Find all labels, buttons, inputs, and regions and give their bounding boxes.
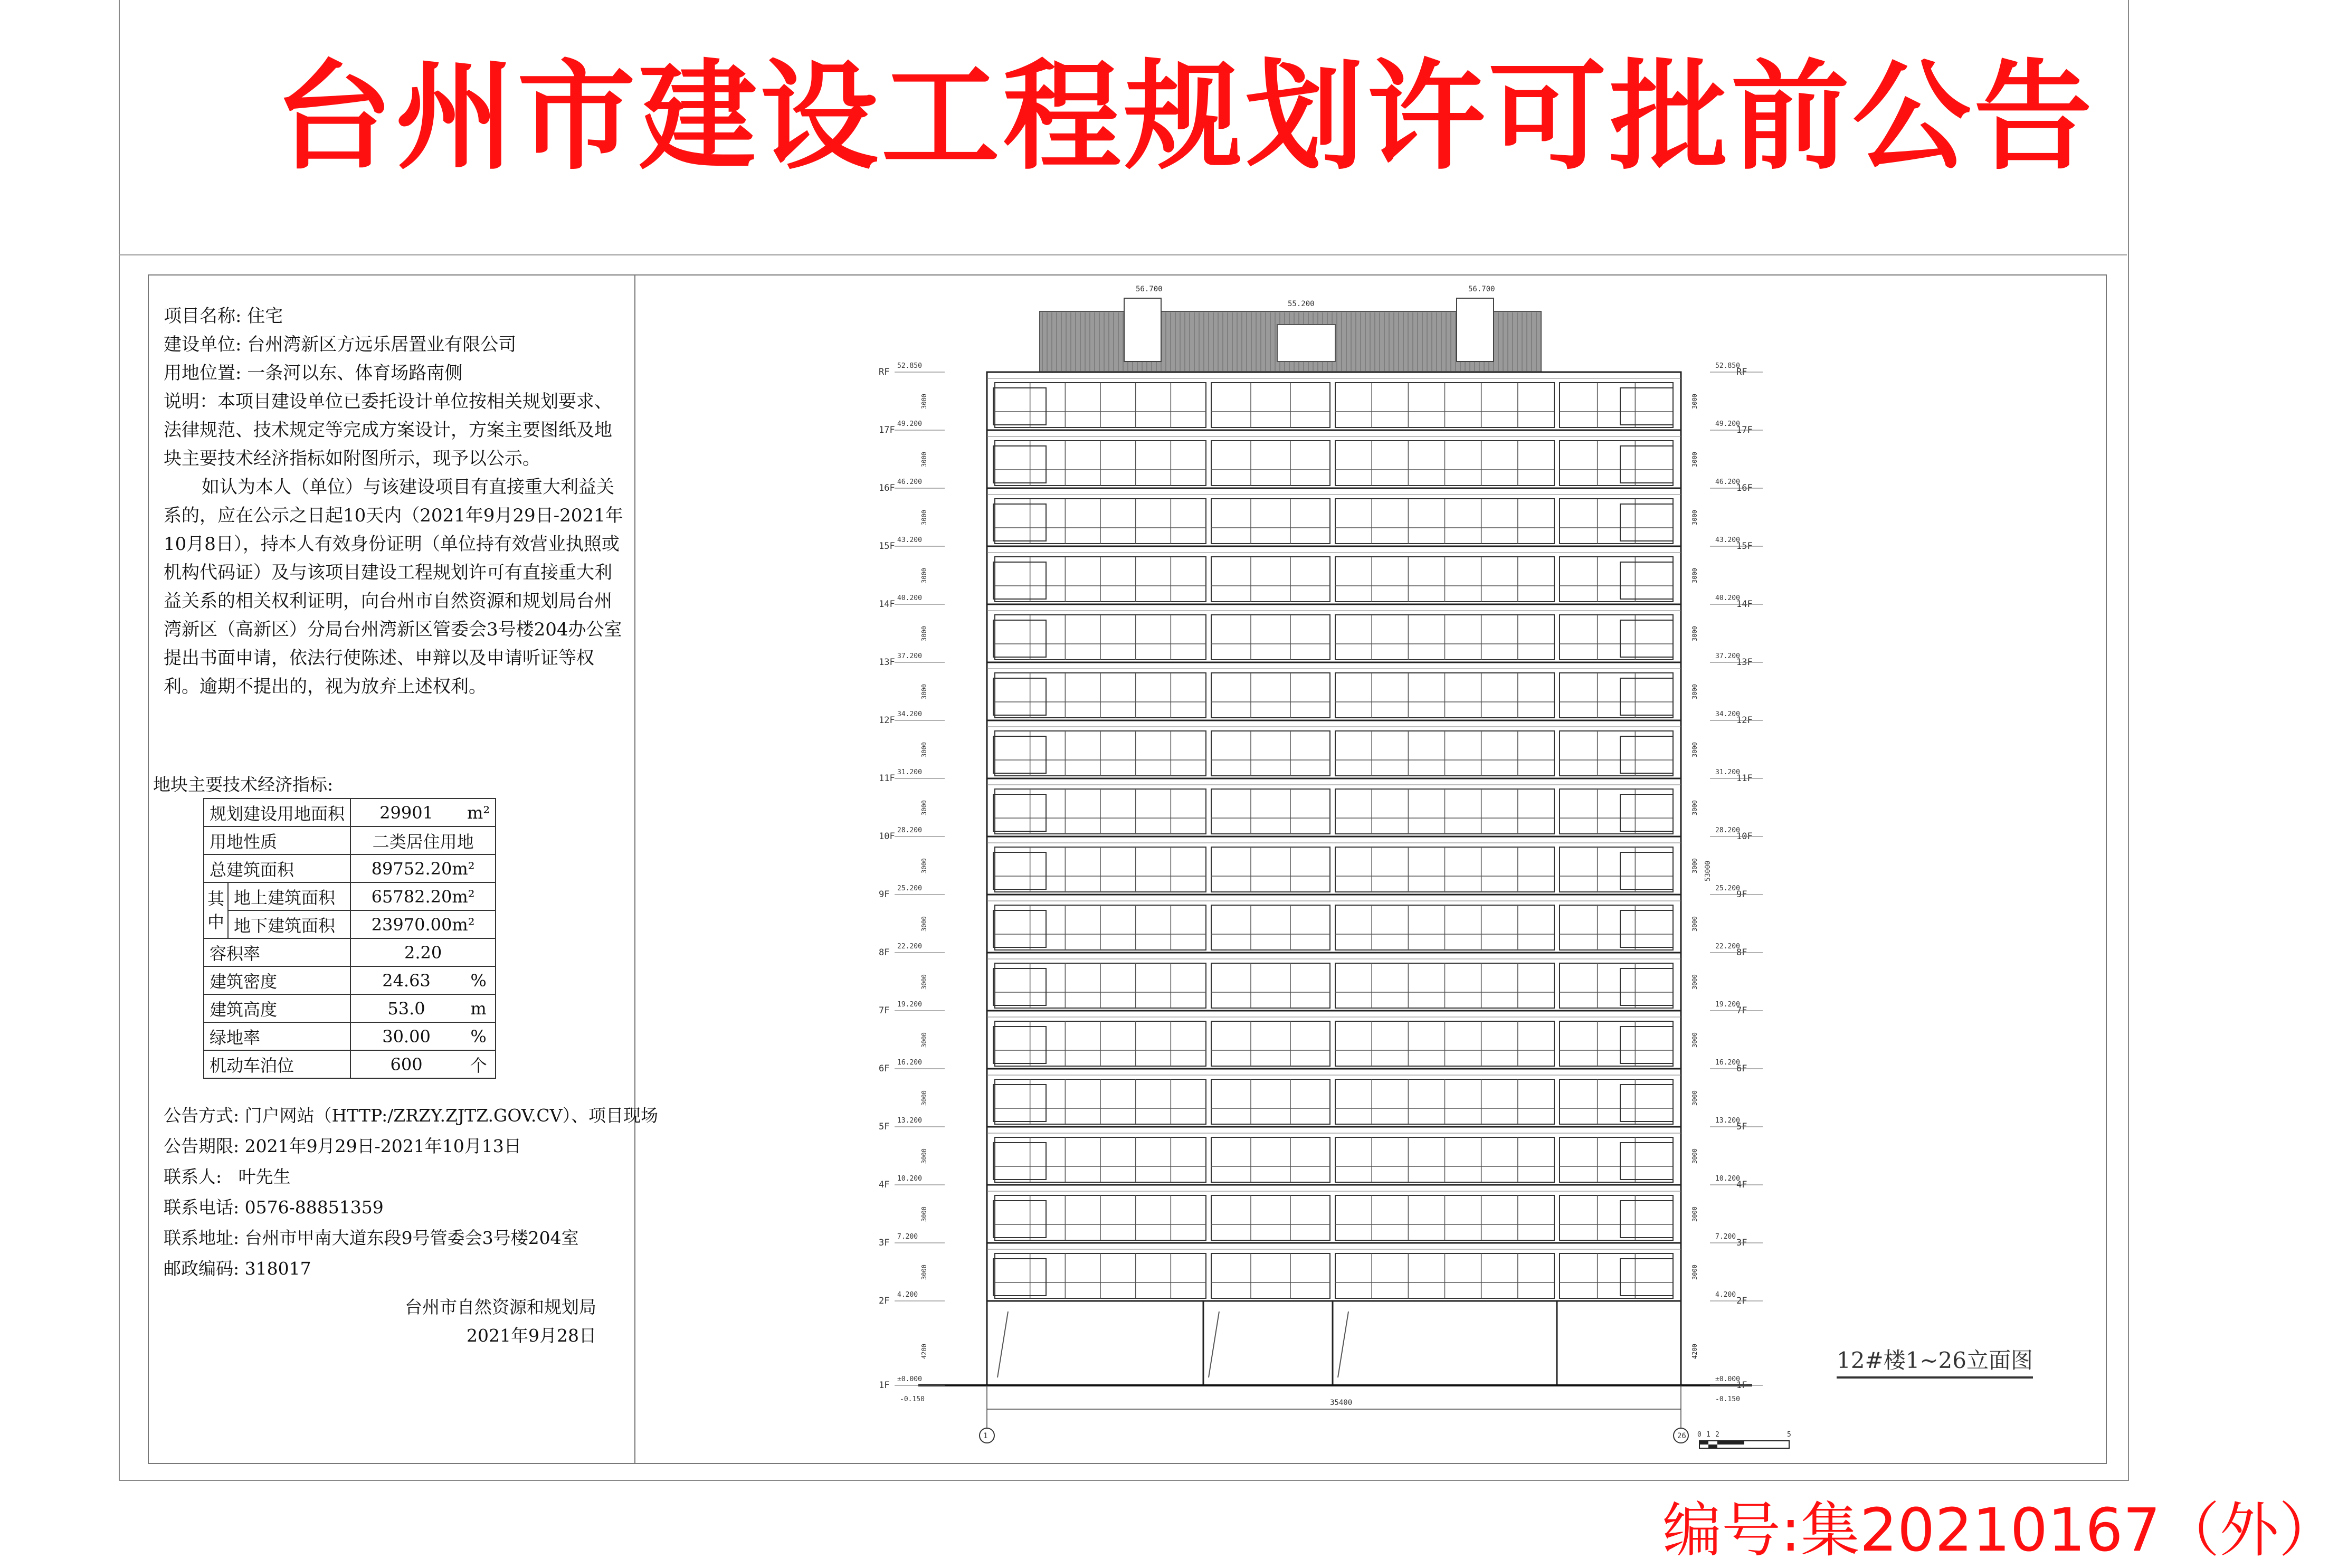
- floor-height-dim: 3000: [1691, 800, 1698, 815]
- floor-height-dim: 3000: [920, 684, 928, 699]
- table-row: [204, 994, 496, 1022]
- elevation-left: 19.200: [897, 1001, 922, 1009]
- window-bay: [1560, 441, 1673, 486]
- floor-height-dim: 3000: [1691, 916, 1698, 932]
- floor-height-dim: 3000: [920, 1148, 928, 1164]
- window-bay: [1560, 1021, 1673, 1066]
- floor-label-left: 8F: [879, 947, 890, 958]
- postcode-label: 邮政编码:: [164, 1258, 240, 1279]
- contact-name: 叶先生: [238, 1166, 291, 1187]
- ground-ramp: [1338, 1312, 1348, 1377]
- tech-indicators-table: [203, 798, 496, 1079]
- table-cell-value: 29901: [350, 799, 462, 826]
- table-row: [204, 910, 496, 938]
- elevation-left: 10.200: [897, 1175, 922, 1183]
- project-unit: 台州湾新区方远乐居置业有限公司: [247, 334, 517, 355]
- elevation-right: 46.200: [1715, 478, 1740, 486]
- side-panel-left: [993, 446, 1046, 483]
- floor-label-right: 5F: [1736, 1122, 1747, 1132]
- floor-height-dim: 3000: [920, 1206, 928, 1222]
- table-row: [204, 938, 496, 966]
- elevation-left: 25.200: [897, 885, 922, 892]
- project-name-label: 项目名称:: [164, 306, 242, 327]
- signature-date: 2021年9月28日: [467, 1325, 596, 1346]
- floor-height-dim: 3000: [920, 1032, 928, 1048]
- project-unit-row: [164, 330, 628, 359]
- side-panel-left: [993, 1259, 1046, 1296]
- address-label: 联系地址:: [164, 1228, 240, 1248]
- project-description: [164, 302, 628, 701]
- floor-height-dim: 3000: [920, 568, 928, 583]
- building-facade: [918, 372, 1752, 1385]
- table-cell-value: 600: [350, 1050, 462, 1078]
- elevation-right: 25.200: [1715, 885, 1740, 892]
- postcode-row: [164, 1253, 658, 1284]
- side-panel-right: [1620, 852, 1673, 889]
- floor-height-dim: 3000: [920, 858, 928, 873]
- floor-height-dim: 3000: [1691, 1032, 1698, 1048]
- floor-height-dim: 3000: [1691, 1148, 1698, 1164]
- table-cell-label: 建筑密度: [204, 966, 350, 994]
- side-panel-left: [993, 1201, 1046, 1238]
- contact-row: [164, 1162, 658, 1192]
- project-name-row: [164, 302, 628, 330]
- elevation-left: 28.200: [897, 826, 922, 834]
- elevation-left: 52.850: [897, 362, 922, 370]
- window-bay: [1211, 847, 1330, 892]
- elevation-right: 40.200: [1715, 594, 1740, 602]
- floor-height-dim: 3000: [1691, 858, 1698, 873]
- elevation-right: 43.200: [1715, 536, 1740, 544]
- side-panel-right: [1620, 446, 1673, 483]
- side-panel-left: [993, 910, 1046, 947]
- table-cell-value: 23970.00m²: [350, 910, 496, 938]
- elevation-right: 52.850: [1715, 362, 1740, 370]
- pub-period-row: [164, 1131, 658, 1162]
- floor-height-dim: 3000: [920, 1265, 928, 1280]
- window-bay: [1211, 557, 1330, 602]
- top-elevation-right: 56.700: [1468, 285, 1495, 293]
- floor-label-left: 16F: [879, 483, 895, 493]
- side-panel-right: [1620, 1143, 1673, 1180]
- table-cell-value: 24.63: [350, 966, 462, 994]
- window-bay: [1560, 905, 1673, 950]
- table-cell-label: 总建筑面积: [204, 854, 350, 882]
- side-panel-right: [1620, 620, 1673, 657]
- floor-label-right: 14F: [1736, 599, 1753, 610]
- side-panel-right: [1620, 562, 1673, 599]
- floor-label-right: 9F: [1736, 889, 1747, 900]
- elevation-right: 16.200: [1715, 1059, 1740, 1067]
- address: 台州市甲南大道东段9号管委会3号楼204室: [244, 1228, 579, 1248]
- side-panel-right: [1620, 968, 1673, 1005]
- axis-label: 26: [1677, 1432, 1686, 1440]
- floor-height-dim: 3000: [1691, 974, 1698, 990]
- window-bay: [1560, 557, 1673, 602]
- side-panel-right: [1620, 1085, 1673, 1122]
- floor-label-left: 15F: [879, 541, 895, 552]
- axis-label: 1: [983, 1432, 988, 1440]
- floor-height-dim: 3000: [1691, 452, 1698, 467]
- window-bay: [1211, 1079, 1330, 1124]
- table-row: [204, 882, 496, 910]
- signature-org: 台州市自然资源和规划局: [405, 1297, 596, 1317]
- side-panel-left: [993, 1085, 1046, 1122]
- sub-label-1: 其: [207, 889, 225, 909]
- floor-label-left: 13F: [879, 657, 895, 668]
- project-location-label: 用地位置:: [164, 363, 242, 384]
- floor-height-dim: 3000: [1691, 742, 1698, 757]
- elevation-right: 34.200: [1715, 710, 1740, 718]
- floor-label-right: 11F: [1736, 773, 1753, 784]
- elevation-left: 37.200: [897, 652, 922, 660]
- width-dim: 35400: [1330, 1399, 1353, 1407]
- serial-number: 编号:集20210167（外）: [1662, 1496, 2338, 1565]
- pub-method: 门户网站（HTTP:/ZRZY.ZJTZ.GOV.CV）、项目现场: [244, 1105, 659, 1126]
- side-panel-left: [993, 1027, 1046, 1063]
- table-cell-value: 89752.20m²: [350, 854, 496, 882]
- elevation-left: 34.200: [897, 710, 922, 718]
- window-bay: [1560, 615, 1673, 660]
- floor-label-left: 17F: [879, 425, 895, 435]
- floor-height-dim: 3000: [920, 916, 928, 932]
- pub-period-label: 公告期限:: [164, 1136, 240, 1156]
- floor-labels: [879, 362, 1763, 1443]
- floor-label-left: 5F: [879, 1122, 890, 1132]
- drawing-caption-wrap: [1837, 1343, 2033, 1375]
- floor-height-dim: 3000: [1691, 394, 1698, 409]
- table-cell-unit: %: [462, 966, 496, 994]
- table-cell-unit: %: [462, 1022, 496, 1050]
- table-row: [204, 799, 496, 826]
- window-bay: [1560, 1079, 1673, 1124]
- phone-row: [164, 1192, 658, 1223]
- project-location-row: [164, 359, 628, 387]
- side-panel-left: [993, 852, 1046, 889]
- scale-label: 2: [1715, 1431, 1719, 1439]
- table-row: [204, 1050, 496, 1078]
- scale-block: [1708, 1445, 1717, 1448]
- elevation-left: 13.200: [897, 1117, 922, 1125]
- floor-label-right: 4F: [1736, 1180, 1747, 1190]
- floor-label-right: 8F: [1736, 947, 1747, 958]
- side-panel-left: [993, 736, 1046, 773]
- pub-method-row: [164, 1100, 658, 1131]
- window-bay: [1211, 383, 1330, 427]
- postcode: 318017: [244, 1258, 311, 1279]
- floor-label-left: RF: [879, 367, 890, 377]
- phone-number: 0576-88851359: [244, 1197, 384, 1218]
- table-cell-label: 机动车泊位: [204, 1050, 350, 1078]
- floor-label-left: 1F: [879, 1380, 890, 1391]
- floor-height-dim: 3000: [920, 974, 928, 990]
- floor-label-right: 16F: [1736, 483, 1753, 493]
- pub-method-label: 公告方式:: [164, 1105, 240, 1126]
- table-cell-label: 容积率: [204, 938, 350, 966]
- floor-label-right: 7F: [1736, 1005, 1747, 1016]
- floor-label-right: 15F: [1736, 541, 1753, 552]
- facade-outline: [987, 372, 1681, 1385]
- window-bay: [1211, 1137, 1330, 1182]
- title-divider: [119, 254, 2127, 255]
- elevation-left: 16.200: [897, 1059, 922, 1067]
- elevation-right: 28.200: [1715, 826, 1740, 834]
- window-bay: [1211, 1253, 1330, 1298]
- tech-indicators-title: 地块主要技术经济指标:: [153, 774, 334, 795]
- elevation-left: 46.200: [897, 478, 922, 486]
- elevation-left: 31.200: [897, 768, 922, 776]
- floor-height-dim: 3000: [1691, 568, 1698, 583]
- window-bay: [1211, 673, 1330, 718]
- floor-label-right: 17F: [1736, 425, 1753, 435]
- contact-label: 联系人:: [164, 1166, 222, 1187]
- floor-height-dim: 3000: [1691, 510, 1698, 525]
- signature-block: [401, 1293, 596, 1350]
- side-panel-right: [1620, 1259, 1673, 1296]
- elevation-right: 37.200: [1715, 652, 1740, 660]
- window-bay: [1211, 615, 1330, 660]
- floor-height-dim: 3000: [920, 742, 928, 757]
- window-bay: [1560, 847, 1673, 892]
- window-bay: [1211, 789, 1330, 834]
- side-panel-right: [1620, 794, 1673, 831]
- window-bay: [1560, 789, 1673, 834]
- elevation-right: ±0.000: [1715, 1375, 1740, 1383]
- window-bay: [1211, 963, 1330, 1008]
- project-location: 一条河以东、体育场路南侧: [247, 363, 463, 384]
- floor-label-right: 6F: [1736, 1063, 1747, 1074]
- window-bay: [1211, 499, 1330, 544]
- side-panel-left: [993, 1143, 1046, 1180]
- elevation-right: 13.200: [1715, 1117, 1740, 1125]
- window-bay: [1560, 1137, 1673, 1182]
- side-panel-right: [1620, 910, 1673, 947]
- elevation-left: 4.200: [897, 1291, 918, 1299]
- elevation-drawing: [866, 274, 1794, 1462]
- elevation-left: 43.200: [897, 536, 922, 544]
- floor-label-left: 2F: [879, 1296, 890, 1306]
- elevation-right: 49.200: [1715, 420, 1740, 428]
- floor-height-dim: 3000: [1691, 1265, 1698, 1280]
- floor-label-right: 2F: [1736, 1296, 1747, 1306]
- description-paragraph-2: 如认为本人（单位）与该建设项目有直接重大利益关系的，应在公示之日起10天内（2021年9月29日-2021年10月8日），持本人有效身份证明（单位持有效营业执照或机构代码证）及与该项目建设工程规划许可有直接重大利益关系的相关权利证明，向台州市自然资源和规划局台州湾新区（高新区）分局台州湾新区管委会3号楼204办公室提出书面申请，依法行使陈述、申辩以及申请听证等权利。逾期不提出的，视为放弃上述权利。: [164, 477, 623, 697]
- floor-label-right: 1F: [1736, 1380, 1747, 1391]
- description-paragraph-1: 说明：本项目建设单位已委托设计单位按相关规划要求、法律规范、技术规定等完成方案设计，方案主要图纸及地块主要技术经济指标如附图所示，现予以公示。: [164, 391, 612, 469]
- total-height-dim: 53000: [1704, 860, 1712, 881]
- roof-section: [987, 285, 1681, 372]
- elevation-left: 40.200: [897, 594, 922, 602]
- side-panel-left: [993, 562, 1046, 599]
- scale-label: 1: [1706, 1431, 1710, 1439]
- side-panel-right: [1620, 1201, 1673, 1238]
- table-cell-label: 建筑高度: [204, 994, 350, 1022]
- side-panel-right: [1620, 1027, 1673, 1063]
- window-bay: [1211, 1195, 1330, 1240]
- ground-ramp: [997, 1312, 1008, 1377]
- table-cell-label: 地下建筑面积: [228, 910, 350, 938]
- below-ground-right: -0.150: [1715, 1395, 1740, 1403]
- floor-height-dim: 3000: [920, 800, 928, 815]
- scale-block: [1717, 1441, 1744, 1445]
- floor-label-left: 9F: [879, 889, 890, 900]
- scale-bar: [1697, 1431, 1791, 1448]
- floor-label-left: 3F: [879, 1238, 890, 1248]
- floor-height-dim: 3000: [920, 1090, 928, 1106]
- table-cell-unit: m²: [462, 799, 496, 826]
- ground-floor-height: 4200: [920, 1344, 928, 1359]
- address-row: [164, 1223, 658, 1253]
- table-cell-label: 地上建筑面积: [228, 882, 350, 910]
- table-cell-label: 绿地率: [204, 1022, 350, 1050]
- ground-floor-height: 4200: [1691, 1344, 1698, 1359]
- window-bay: [1560, 499, 1673, 544]
- window-bay: [1560, 963, 1673, 1008]
- scale-label: 0: [1697, 1431, 1702, 1439]
- table-cell-value: 2.20: [350, 938, 496, 966]
- window-bay: [1560, 673, 1673, 718]
- floor-label-right: 13F: [1736, 657, 1753, 668]
- scale-label: 5: [1787, 1431, 1791, 1439]
- table-cell-value: 65782.20m²: [350, 882, 496, 910]
- page-title: 台州市建设工程规划许可批前公告: [274, 48, 2095, 186]
- elevation-left: 49.200: [897, 420, 922, 428]
- window-bay: [1560, 1195, 1673, 1240]
- side-panel-right: [1620, 736, 1673, 773]
- floor-label-left: 12F: [879, 715, 895, 726]
- floor-height-dim: 3000: [1691, 626, 1698, 641]
- elevation-left: 7.200: [897, 1233, 918, 1241]
- side-panel-right: [1620, 504, 1673, 541]
- floor-height-dim: 3000: [920, 510, 928, 525]
- drawing-caption: 12#楼1~26立面图: [1837, 1347, 2033, 1379]
- floor-height-dim: 3000: [1691, 1206, 1698, 1222]
- roof-window: [1277, 325, 1335, 362]
- table-cell-unit: m: [462, 994, 496, 1022]
- window-bay: [1211, 1021, 1330, 1066]
- window-bay: [1211, 441, 1330, 486]
- floor-height-dim: 3000: [920, 626, 928, 641]
- floor-height-dim: 3000: [1691, 684, 1698, 699]
- floor-label-left: 7F: [879, 1005, 890, 1016]
- table-cell-label: 用地性质: [204, 826, 350, 854]
- elevation-right: 19.200: [1715, 1001, 1740, 1009]
- table-cell-value: 30.00: [350, 1022, 462, 1050]
- window-bay: [1560, 1253, 1673, 1298]
- side-panel-left: [993, 504, 1046, 541]
- side-panel-left: [993, 794, 1046, 831]
- stair-tower-left: [1124, 298, 1161, 362]
- table-cell-label: 规划建设用地面积: [204, 799, 350, 826]
- elevation-right: 31.200: [1715, 768, 1740, 776]
- top-elevation-left: 56.700: [1136, 285, 1163, 293]
- side-panel-right: [1620, 678, 1673, 715]
- floor-label-left: 11F: [879, 773, 895, 784]
- floor-label-right: 10F: [1736, 831, 1753, 842]
- window-bay: [1560, 383, 1673, 427]
- sub-label-2: 中: [207, 912, 225, 932]
- floor-height-dim: 3000: [920, 394, 928, 409]
- table-row: [204, 966, 496, 994]
- ridge-elevation: 55.200: [1288, 300, 1315, 308]
- below-ground-left: -0.150: [900, 1395, 925, 1403]
- project-name: 住宅: [247, 306, 283, 327]
- table-cell-value: 53.0: [350, 994, 462, 1022]
- floor-label-right: 3F: [1736, 1238, 1747, 1248]
- floor-label-left: 10F: [879, 831, 895, 842]
- table-row: [204, 854, 496, 882]
- elevation-right: 22.200: [1715, 943, 1740, 951]
- table-row: [204, 826, 496, 854]
- elevation-right: 10.200: [1715, 1175, 1740, 1183]
- table-cell-sub: [204, 882, 228, 938]
- publication-info: [164, 1100, 658, 1284]
- floor-label-right: RF: [1736, 367, 1747, 377]
- elevation-left: ±0.000: [897, 1375, 922, 1383]
- ground-ramp: [1209, 1312, 1219, 1377]
- side-panel-left: [993, 678, 1046, 715]
- table-row: [204, 1022, 496, 1050]
- floor-label-left: 4F: [879, 1180, 890, 1190]
- floor-label-left: 14F: [879, 599, 895, 610]
- project-unit-label: 建设单位:: [164, 334, 242, 355]
- phone-label: 联系电话:: [164, 1197, 240, 1218]
- side-panel-left: [993, 388, 1046, 425]
- side-panel-left: [993, 620, 1046, 657]
- elevation-right: 4.200: [1715, 1291, 1736, 1299]
- window-bay: [1560, 731, 1673, 776]
- side-panel-right: [1620, 388, 1673, 425]
- scale-block: [1699, 1441, 1708, 1445]
- window-bay: [1211, 905, 1330, 950]
- table-cell-unit: 个: [462, 1050, 496, 1078]
- window-bay: [1211, 731, 1330, 776]
- side-panel-left: [993, 968, 1046, 1005]
- floor-label-right: 12F: [1736, 715, 1753, 726]
- elevation-left: 22.200: [897, 943, 922, 951]
- table-cell-value: 二类居住用地: [350, 826, 496, 854]
- pub-period: 2021年9月29日-2021年10月13日: [244, 1136, 521, 1156]
- floor-height-dim: 3000: [1691, 1090, 1698, 1106]
- floor-label-left: 6F: [879, 1063, 890, 1074]
- stair-tower-right: [1457, 298, 1494, 362]
- elevation-right: 7.200: [1715, 1233, 1736, 1241]
- floor-height-dim: 3000: [920, 452, 928, 467]
